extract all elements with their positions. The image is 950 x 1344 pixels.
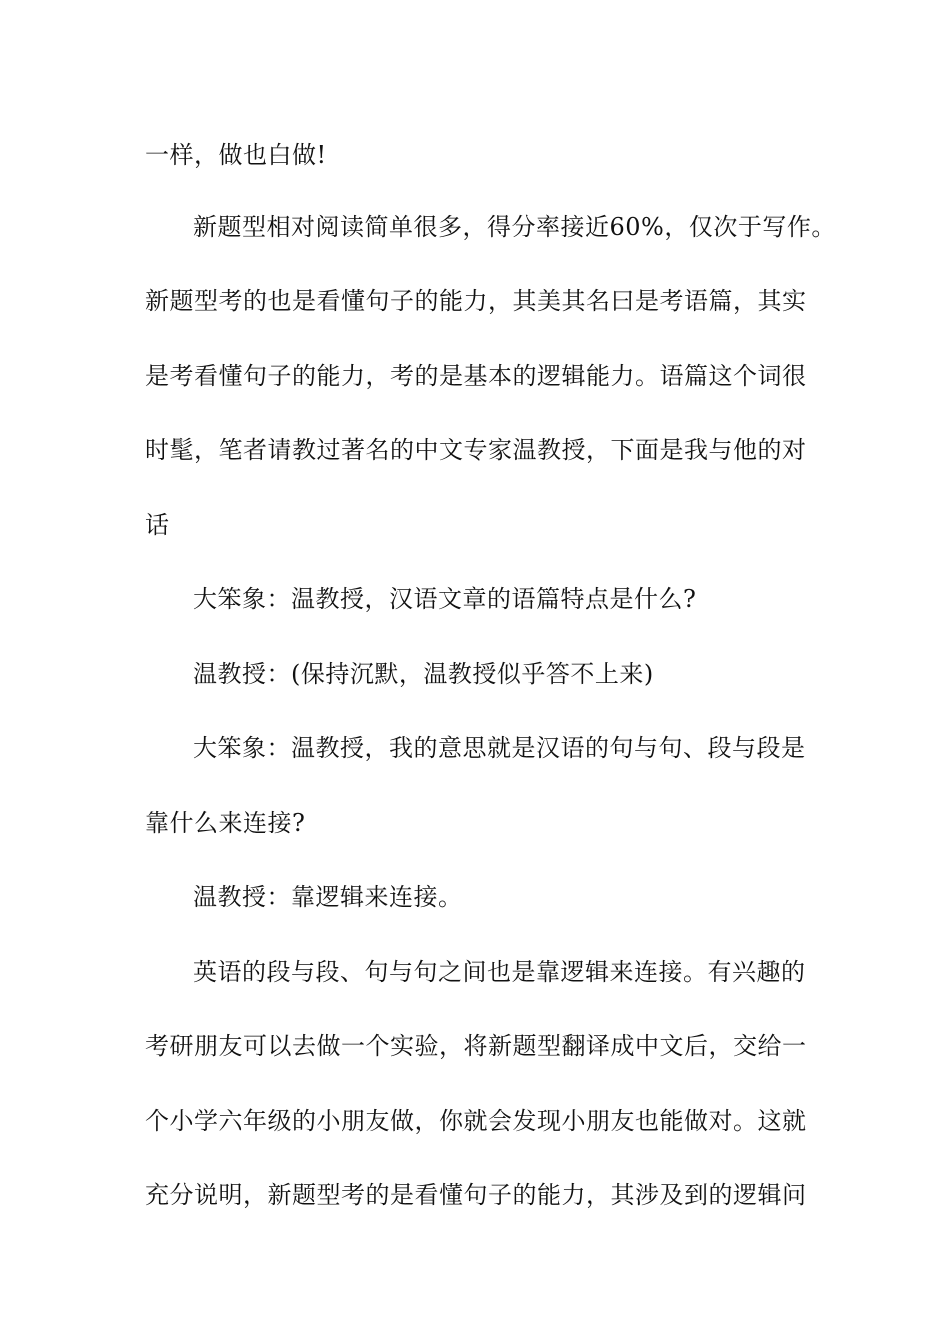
- text-line: 个小学六年级的小朋友做，你就会发现小朋友也能做对。这就: [145, 1107, 807, 1135]
- text-line: 话: [145, 511, 170, 539]
- text-line: 一样，做也白做!: [145, 141, 327, 169]
- paragraph-start-line: 英语的段与段、句与句之间也是靠逻辑来连接。有兴趣的: [193, 958, 806, 986]
- text-line: 靠什么来连接?: [145, 809, 306, 837]
- text-line: 考研朋友可以去做一个实验，将新题型翻译成中文后，交给一: [145, 1032, 807, 1060]
- text-line: 是考看懂句子的能力，考的是基本的逻辑能力。语篇这个词很: [145, 362, 807, 390]
- text-line: 充分说明，新题型考的是看懂句子的能力，其涉及到的逻辑问: [145, 1181, 807, 1209]
- dialogue-line: 大笨象：温教授，我的意思就是汉语的句与句、段与段是: [193, 734, 806, 762]
- text-line: 新题型考的也是看懂句子的能力，其美其名曰是考语篇，其实: [145, 287, 807, 315]
- dialogue-line: 大笨象：温教授，汉语文章的语篇特点是什么?: [193, 585, 697, 613]
- paragraph-start-line: 新题型相对阅读简单很多，得分率接近60%，仅次于写作。: [193, 213, 836, 241]
- text-line: 时髦，笔者请教过著名的中文专家温教授，下面是我与他的对: [145, 436, 807, 464]
- dialogue-line: 温教授：(保持沉默，温教授似乎答不上来): [193, 660, 654, 688]
- dialogue-line: 温教授：靠逻辑来连接。: [193, 883, 463, 911]
